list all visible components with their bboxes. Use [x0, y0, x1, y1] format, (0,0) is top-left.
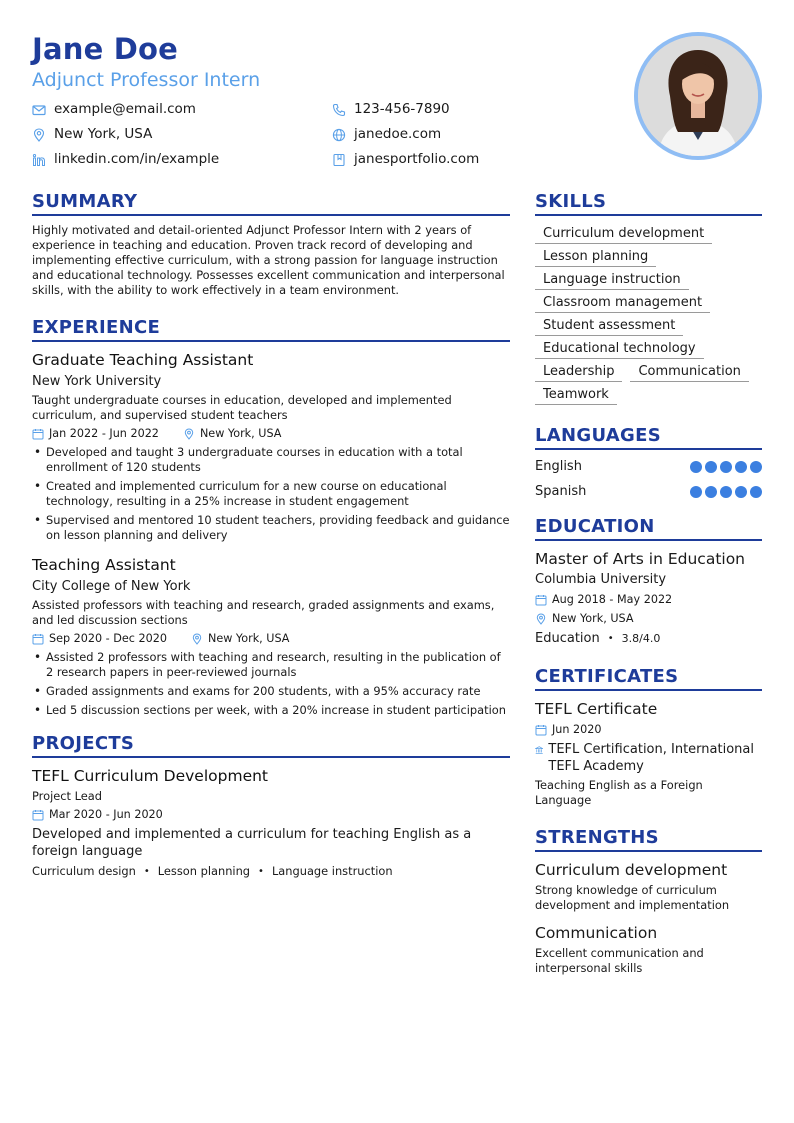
candidate-name: Jane Doe [32, 32, 179, 66]
contact-portfolio[interactable] [332, 150, 632, 169]
project-meta [32, 807, 510, 823]
summary-section [32, 190, 510, 298]
contact-email[interactable] [32, 100, 332, 119]
proficiency-dot [750, 486, 762, 498]
projects-section [32, 732, 510, 880]
bullet-item: • Supervised and mentored 10 student teachers, providing feedback and guidance on lesson planning and delivery [32, 513, 510, 543]
skill-item: Communication [630, 362, 748, 382]
calendar-icon [535, 594, 547, 606]
education-location: New York, USA [552, 612, 634, 625]
education-gpa: 3.8/4.0 [621, 632, 661, 645]
strengths-section [535, 826, 762, 976]
job-meta [32, 426, 510, 442]
degree: Master of Arts in Education [535, 550, 746, 568]
linkedin-text: linkedin.com/in/example [54, 151, 220, 167]
job-bullets [32, 650, 510, 718]
bullet-item: • Graded assignments and exams for 200 students, with a 95% accuracy rate [32, 684, 510, 699]
job-location: New York, USA [207, 632, 290, 645]
proficiency-dot [705, 486, 717, 498]
globe-icon [332, 128, 346, 142]
project-role: Project Lead [32, 789, 102, 803]
strength-title: Communication [535, 924, 658, 942]
proficiency-dot [690, 486, 702, 498]
job-bullets [32, 445, 510, 543]
header [32, 30, 632, 169]
separator: • [143, 866, 150, 877]
experience-section [32, 316, 510, 718]
certificate-description: Teaching English as a Foreign Language [535, 778, 703, 807]
proficiency-dot [735, 486, 747, 498]
location-pin-icon [535, 613, 547, 625]
language-name: English [535, 459, 582, 474]
project-tag: Lesson planning [157, 864, 251, 878]
certificates-section [535, 665, 762, 808]
email-text: example@email.com [54, 101, 196, 117]
skill-item: Lesson planning [535, 247, 656, 267]
proficiency-dot [720, 486, 732, 498]
project-dates: Mar 2020 - Jun 2020 [49, 808, 163, 821]
bullet-item: • Created and implemented curriculum for a new course on educational technology, resulting in a 25% increase in student engagement [32, 479, 510, 509]
languages-heading: LANGUAGES [535, 424, 762, 450]
skills-section [535, 190, 762, 408]
education-dates-row [535, 592, 762, 608]
skill-item: Leadership [535, 362, 622, 382]
job-entry [32, 555, 510, 718]
bullet-item: • Developed and taught 3 undergraduate courses in education with a total enrollment of 120 students [32, 445, 510, 475]
phone-icon [332, 103, 346, 117]
proficiency-dot [750, 461, 762, 473]
job-description: Taught undergraduate courses in education, developed and implemented curriculum, and supervised student teachers [32, 393, 452, 422]
skill-item: Classroom management [535, 293, 710, 313]
job-dates: Sep 2020 - Dec 2020 [49, 632, 167, 645]
strength-text: Excellent communication and interpersonal skills [535, 946, 704, 975]
strength-title: Curriculum development [535, 861, 728, 879]
bookmark-icon [332, 153, 346, 167]
certificate-date-row [535, 722, 762, 738]
job-meta [32, 631, 510, 647]
institution-icon [535, 744, 543, 756]
skill-item: Student assessment [535, 316, 683, 336]
calendar-icon [32, 428, 44, 440]
proficiency-dot [720, 461, 732, 473]
certificate-date: Jun 2020 [552, 723, 602, 736]
skill-item: Teamwork [535, 385, 617, 405]
skill-item: Educational technology [535, 339, 704, 359]
skills-heading: SKILLS [535, 190, 762, 216]
left-column [32, 190, 510, 880]
location-pin-icon [183, 428, 195, 440]
proficiency-dot [690, 461, 702, 473]
candidate-title: Adjunct Professor Intern [32, 69, 261, 91]
experience-heading: EXPERIENCE [32, 316, 510, 342]
skills-list [535, 224, 762, 408]
location-pin-icon [32, 128, 46, 142]
separator: • [258, 866, 264, 877]
project-title: TEFL Curriculum Development [32, 767, 269, 785]
job-description: Assisted professors with teaching and research, graded assignments and exams, and led discussion sections [32, 598, 495, 627]
summary-text: Highly motivated and detail-oriented Adjunct Professor Intern with 2 years of experience in teaching and education. Proven track record of developing and implementing effective curriculum, with a strong passion for language instruction and educational technology. Possesses excellent communication and interpersonal skills, with the ability to work effectively in a team environment. [32, 223, 505, 297]
proficiency-dots [687, 486, 762, 498]
envelope-icon [32, 103, 46, 117]
education-field: Education [535, 631, 600, 646]
certificate-name: TEFL Certificate [535, 700, 658, 718]
proficiency-dots [687, 461, 762, 473]
bullet-item: • Assisted 2 professors with teaching and research, resulting in the publication of 2 research papers in peer-reviewed journals [32, 650, 510, 680]
calendar-icon [535, 724, 547, 736]
school: Columbia University [535, 572, 667, 587]
education-field-row [535, 630, 762, 647]
job-org: City College of New York [32, 579, 191, 594]
language-row [535, 483, 762, 501]
skill-item: Language instruction [535, 270, 689, 290]
strength-text: Strong knowledge of curriculum development and implementation [535, 883, 730, 912]
certificates-heading: CERTIFICATES [535, 665, 762, 691]
calendar-icon [32, 809, 44, 821]
strengths-heading: STRENGTHS [535, 826, 762, 852]
website-text: janedoe.com [354, 126, 442, 142]
right-column [535, 190, 762, 976]
project-tags [32, 863, 510, 880]
projects-heading: PROJECTS [32, 732, 510, 758]
contact-location [32, 125, 332, 144]
education-location-row [535, 611, 762, 627]
job-location: New York, USA [199, 427, 282, 440]
contact-phone[interactable] [332, 100, 632, 119]
job-org: New York University [32, 374, 162, 389]
contact-linkedin[interactable] [32, 150, 332, 169]
project-tag: Curriculum design [32, 864, 136, 878]
contact-website[interactable] [332, 125, 632, 144]
certificate-issuer: TEFL Certification, International TEFL Academy [548, 742, 754, 774]
bullet-item: • Led 5 discussion sections per week, with a 20% increase in student participation [32, 703, 510, 718]
skill-item: Curriculum development [535, 224, 712, 244]
education-heading: EDUCATION [535, 515, 762, 541]
location-text: New York, USA [54, 126, 153, 142]
job-dates: Jan 2022 - Jun 2022 [49, 427, 159, 440]
job-title: Graduate Teaching Assistant [32, 351, 254, 369]
job-entry [32, 350, 510, 543]
portfolio-text: janesportfolio.com [354, 151, 480, 167]
profile-photo [634, 32, 762, 160]
summary-heading: SUMMARY [32, 190, 510, 216]
project-description: Developed and implemented a curriculum for teaching English as a foreign language [32, 827, 472, 859]
proficiency-dot [735, 461, 747, 473]
certificate-issuer-row [535, 741, 762, 775]
education-dates: Aug 2018 - May 2022 [552, 593, 673, 606]
phone-text: 123-456-7890 [354, 101, 450, 117]
language-name: Spanish [535, 484, 587, 499]
location-pin-icon [191, 633, 203, 645]
project-tag: Language instruction [271, 864, 393, 878]
calendar-icon [32, 633, 44, 645]
proficiency-dot [705, 461, 717, 473]
linkedin-icon [32, 153, 46, 167]
job-title: Teaching Assistant [32, 556, 176, 574]
contact-list [32, 100, 632, 169]
languages-section [535, 424, 762, 501]
language-row [535, 458, 762, 476]
education-section [535, 515, 762, 647]
separator: • [607, 633, 614, 644]
